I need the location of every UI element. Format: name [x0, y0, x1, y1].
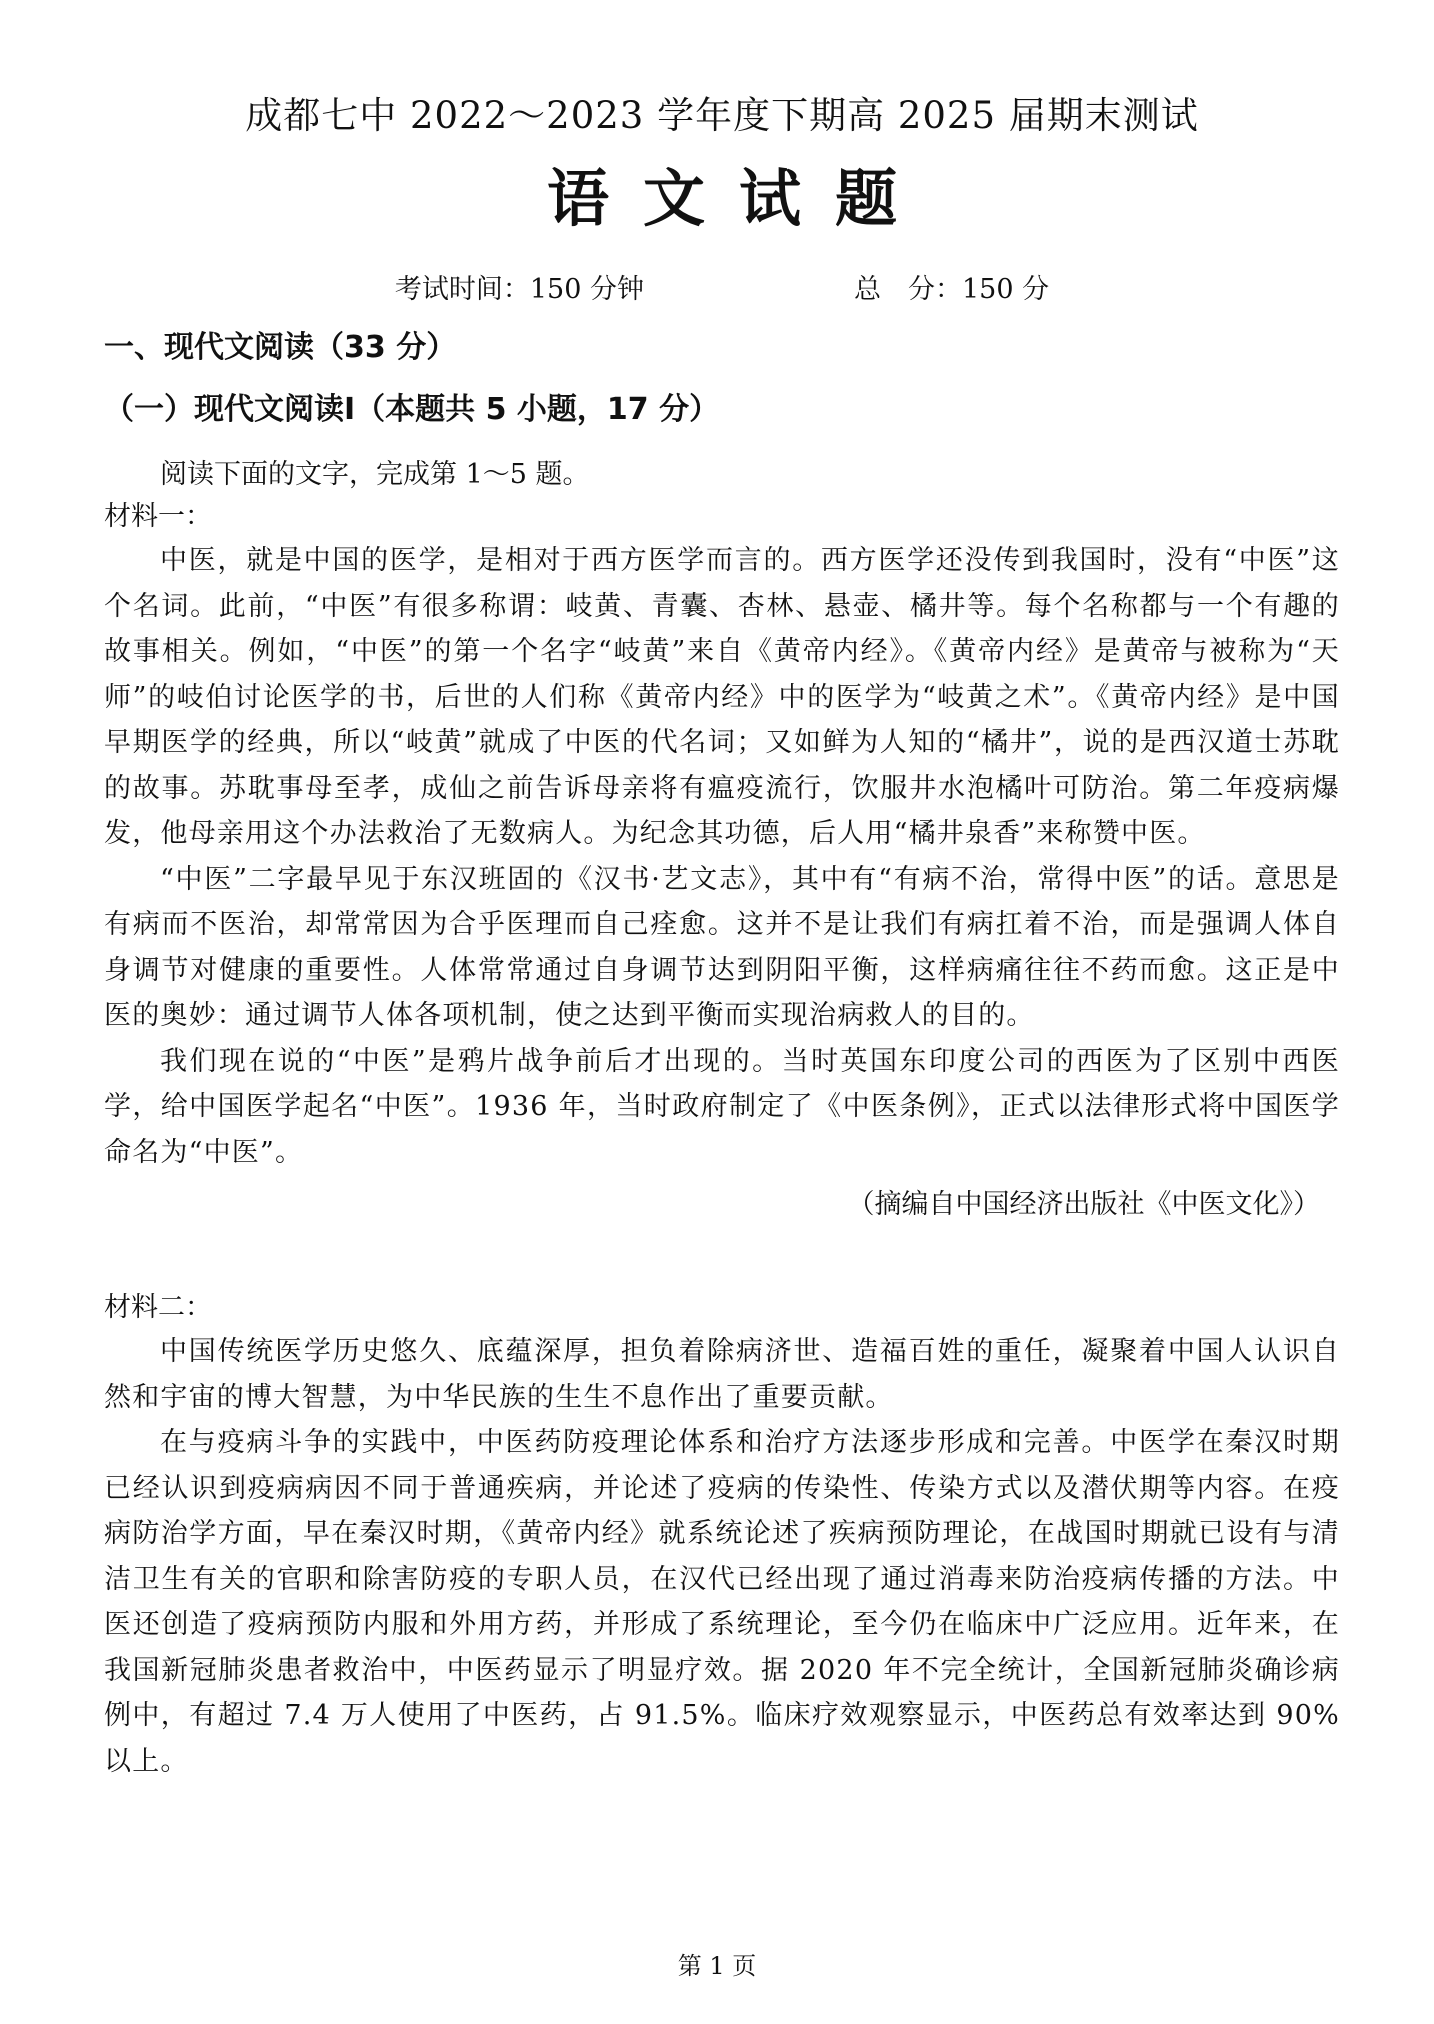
- school-title: 成都七中 2022～2023 学年度下期高 2025 届期末测试: [245, 94, 1199, 137]
- section-heading: 一、现代文阅读（33 分）: [104, 330, 457, 365]
- material-one-paragraph: “中医”二字最早见于东汉班固的《汉书·艺文志》，其中有“有病不治，常得中医”的话。意思是有病而不医治，却常常因为合乎医理而自己痊愈。这并不是让我们有病扛着不治，而是强调人体自身调节对健康的重要性。人体常常通过自身调节达到阴阳平衡，这样病痛往往不药而愈。这正是中医的奥妙：通过调节人体各项机制，使之达到平衡而实现治病救人的目的。: [104, 863, 1340, 1031]
- material-one-label: 材料一：: [104, 501, 212, 532]
- exam-time: 考试时间：150 分钟: [394, 274, 644, 305]
- spacer: [104, 1263, 1340, 1287]
- page-number: 第 1 页: [677, 1952, 757, 1980]
- exam-info: [104, 270, 1340, 310]
- reading-instruction: 阅读下面的文字，完成第 1～5 题。: [160, 459, 590, 490]
- subsection-heading: （一）现代文阅读Ⅰ（本题共 5 小题，17 分）: [104, 392, 720, 427]
- material-one-paragraph: 中医，就是中国的医学，是相对于西方医学而言的。西方医学还没传到我国时，没有“中医”这个名词。此前，“中医”有很多称谓：岐黄、青囊、杏林、悬壶、橘井等。每个名称都与一个有趣的故事相关。例如，“中医”的第一个名字“岐黄”来自《黄帝内经》。《黄帝内经》是黄帝与被称为“天师”的岐伯讨论医学的书，后世的人们称《黄帝内经》中的医学为“岐黄之术”。《黄帝内经》是中国早期医学的经典，所以“岐黄”就成了中医的代名词；又如鲜为人知的“橘井”，说的是西汉道士苏耽的故事。苏耽事母至孝，成仙之前告诉母亲将有瘟疫流行，饮服井水泡橘叶可防治。第二年疫病爆发，他母亲用这个办法救治了无数病人。为纪念其功德，后人用“橘井泉香”来称赞中医。: [104, 545, 1340, 849]
- material-one-source: （摘编自中国经济出版社《中医文化》）: [847, 1189, 1320, 1220]
- material-two-paragraph: 中国传统医学历史悠久、底蕴深厚，担负着除病济世、造福百姓的重任，凝聚着中国人认识自然和宇宙的博大智慧，为中华民族的生生不息作出了重要贡献。: [104, 1336, 1340, 1413]
- subject-title: 语文试题: [546, 162, 931, 235]
- material-one-paragraph: 我们现在说的“中医”是鸦片战争前后才出现的。当时英国东印度公司的西医为了区别中西医学，给中国医学起名“中医”。1936 年，当时政府制定了《中医条例》，正式以法律形式将中国医学命名为“中医”。: [104, 1045, 1340, 1168]
- total-score: 总 分：150 分: [854, 274, 1050, 305]
- material-two-label: 材料二：: [104, 1292, 212, 1323]
- material-two-paragraph: 在与疫病斗争的实践中，中医药防疫理论体系和治疗方法逐步形成和完善。中医学在秦汉时期已经认识到疫病病因不同于普通疾病，并论述了疫病的传染性、传染方式以及潜伏期等内容。在疫病防治学方面，早在秦汉时期，《黄帝内经》就系统论述了疾病预防理论，在战国时期就已设有与清洁卫生有关的官职和除害防疫的专职人员，在汉代已经出现了通过消毒来防治疫病传播的方法。中医还创造了疫病预防内服和外用方药，并形成了系统理论，至今仍在临床中广泛应用。近年来，在我国新冠肺炎患者救治中，中医药显示了明显疗效。据 2020 年不完全统计，全国新冠肺炎确诊病例中，有超过 7.4 万人使用了中医药，占 91.5%。临床疗效观察显示，中医药总有效率达到 90%以上。: [104, 1427, 1340, 1777]
